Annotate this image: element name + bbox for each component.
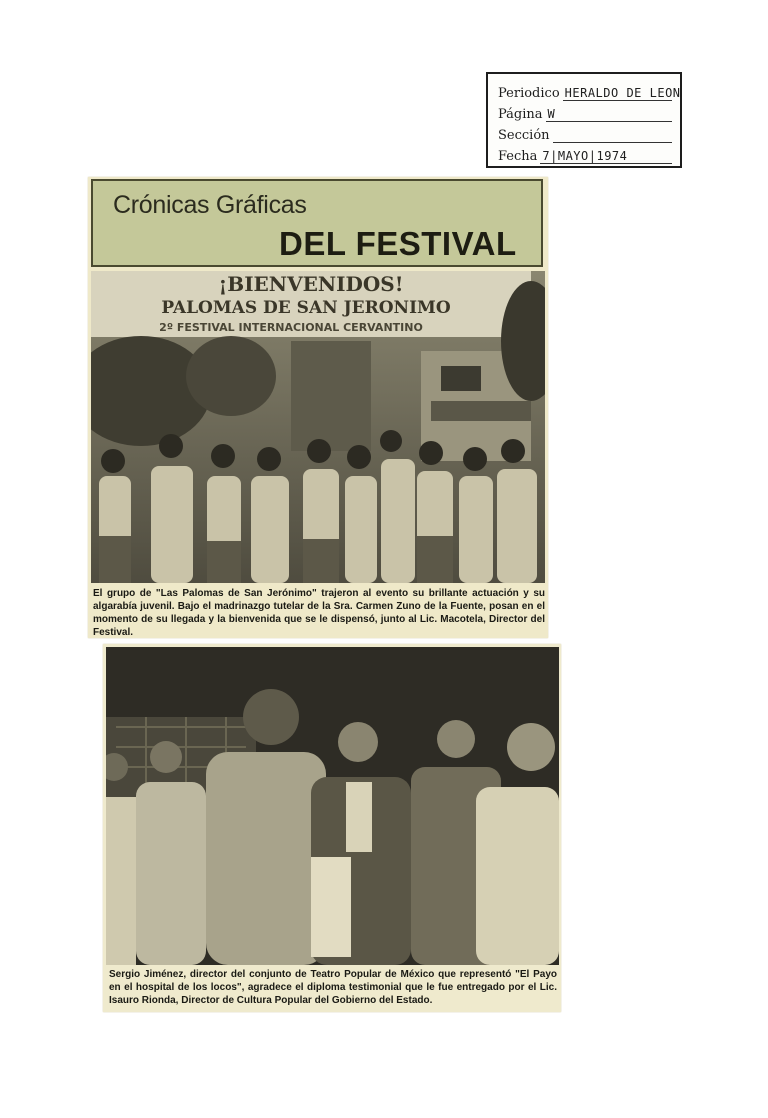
banner-subtitle: Crónicas Gráficas: [113, 191, 307, 219]
archive-stamp: [486, 72, 682, 168]
stamp-label-seccion: Sección: [498, 128, 550, 143]
stamp-row-pagina: [498, 101, 672, 122]
stamp-row-periodico: [498, 80, 681, 101]
banner-title: DEL FESTIVAL: [279, 225, 517, 262]
sign-line-3: 2º FESTIVAL INTERNACIONAL CERVANTINO: [159, 321, 423, 334]
stamp-line: [563, 84, 681, 101]
newspaper-clipping-2: [103, 644, 561, 1012]
stamp-label-fecha: Fecha: [498, 149, 538, 164]
stamp-line: [546, 105, 672, 122]
stamp-line: [553, 126, 672, 143]
stamp-row-fecha: [498, 143, 672, 164]
diploma-photo: [106, 647, 559, 965]
newspaper-clipping-1: [88, 177, 548, 638]
group-photo-image: [91, 271, 545, 583]
diploma-photo-image: [106, 647, 559, 965]
sign-line-1: ¡BIENVENIDOS!: [218, 272, 404, 296]
stamp-label-periodico: Periodico: [498, 86, 560, 101]
stamp-value-fecha: 7|MAYO|1974: [542, 149, 628, 163]
stamp-label-pagina: Página: [498, 107, 543, 122]
stamp-value-pagina: W: [547, 107, 556, 121]
stamp-row-seccion: [498, 122, 672, 143]
stamp-line: [540, 147, 672, 164]
photo-caption-2: Sergio Jiménez, director del conjunto de Teatro Popular de México que representó "El Payo en el hospital de los locos", agradece el diploma testimonial que le fue entregado por el Lic. Isauro Rionda, Director de Cultura Popular del Gobierno del Estado.: [109, 969, 557, 1006]
section-banner: [91, 179, 543, 267]
stamp-value-periodico: HERALDO DE LEON: [564, 86, 681, 100]
group-photo: [91, 271, 545, 583]
sign-line-2: PALOMAS DE SAN JERONIMO: [161, 298, 451, 318]
photo-caption-1: El grupo de "Las Palomas de San Jerónimo" trajeron al evento su brillante actuación y su algarabía juvenil. Bajo el madrinazgo tutelar de la Sra. Carmen Zuno de la Fuente, posan en el momento de su llegada y la bienvenida que se le dispensó, junto al Lic. Macotela, Director del Festival.: [93, 588, 545, 638]
